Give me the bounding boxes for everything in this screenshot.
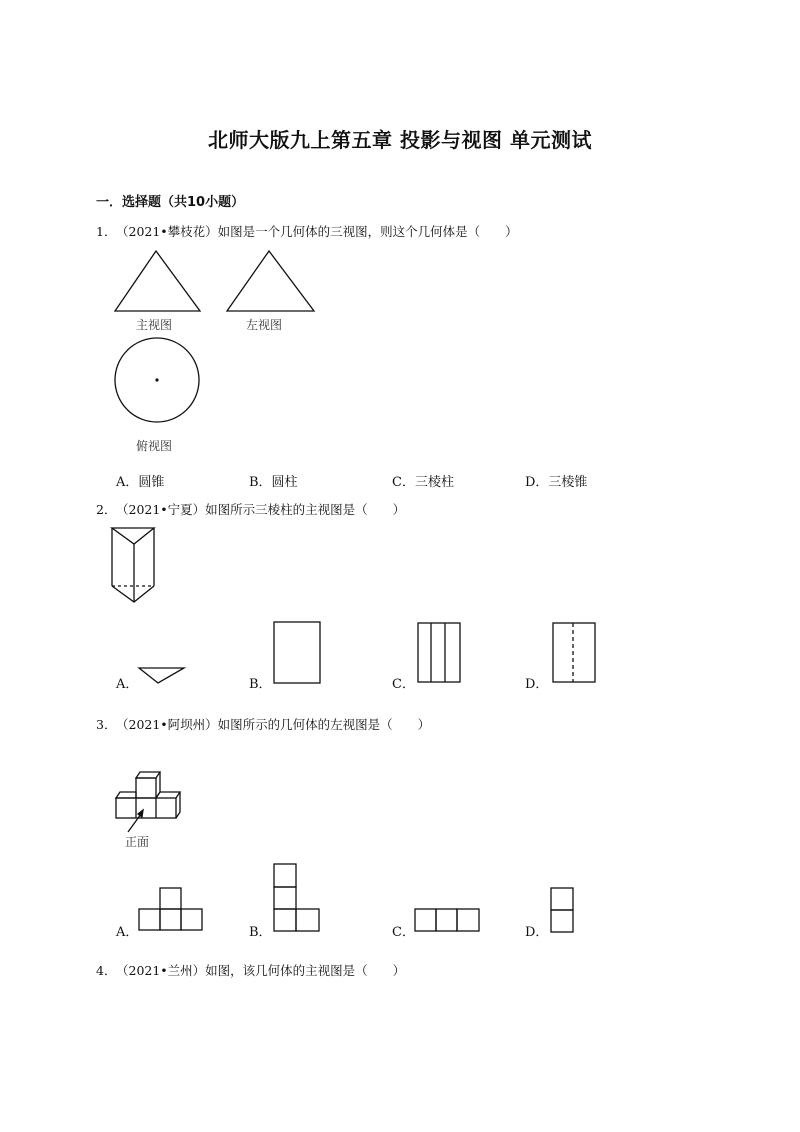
q3-option-d[interactable]: D．: [525, 925, 549, 940]
front-view-caption: 主视图: [136, 318, 173, 332]
top-view-caption: 俯视图: [136, 439, 173, 453]
q3-option-b[interactable]: B．: [249, 925, 272, 940]
q3-option-a[interactable]: A．: [116, 925, 139, 940]
front-view-triangle: [112, 248, 212, 314]
question-4-number: 4．: [96, 963, 117, 978]
triangular-prism-figure: [110, 526, 170, 606]
question-2-number: 2．: [96, 502, 117, 517]
front-label-caption: 正面: [125, 835, 150, 849]
q2-option-a-figure[interactable]: [138, 667, 188, 687]
q3-option-d-figure[interactable]: [550, 887, 578, 935]
q1-option-a[interactable]: A．圆锥: [116, 475, 165, 490]
q3-option-c[interactable]: C．: [392, 925, 415, 940]
question-1-number: 1．: [96, 224, 117, 239]
left-view-triangle: [224, 248, 324, 314]
q2-option-b-figure[interactable]: [273, 621, 323, 685]
q2-option-d[interactable]: D．: [525, 677, 549, 692]
q3-option-b-figure[interactable]: [273, 863, 323, 935]
q2-option-d-figure[interactable]: [552, 622, 598, 684]
question-3-text: （2021•阿坝州）如图所示的几何体的左视图是（ ）: [116, 717, 431, 732]
question-2-text: （2021•宁夏）如图所示三棱柱的主视图是（ ）: [116, 502, 406, 517]
cube-stack-figure: [108, 768, 208, 858]
page-title: 北师大版九上第五章 投影与视图 单元测试: [208, 128, 592, 152]
top-view-circle: [114, 337, 204, 427]
q1-option-b[interactable]: B．圆柱: [249, 475, 298, 490]
section-heading: 一．选择题（共10小题）: [96, 195, 245, 210]
q2-option-c[interactable]: C．: [392, 677, 415, 692]
q1-option-d[interactable]: D．三棱锥: [525, 475, 588, 490]
question-3-number: 3．: [96, 717, 117, 732]
question-1-text: （2021•攀枝花）如图是一个几何体的三视图，则这个几何体是（ ）: [116, 224, 518, 239]
q3-option-a-figure[interactable]: [138, 887, 208, 933]
left-view-caption: 左视图: [246, 318, 283, 332]
q3-option-c-figure[interactable]: [414, 908, 484, 934]
q2-option-c-figure[interactable]: [417, 622, 463, 684]
q2-option-b[interactable]: B．: [249, 677, 272, 692]
q2-option-a[interactable]: A．: [116, 677, 139, 692]
q1-option-c[interactable]: C．三棱柱: [392, 475, 454, 490]
question-4-text: （2021•兰州）如图，该几何体的主视图是（ ）: [116, 963, 406, 978]
